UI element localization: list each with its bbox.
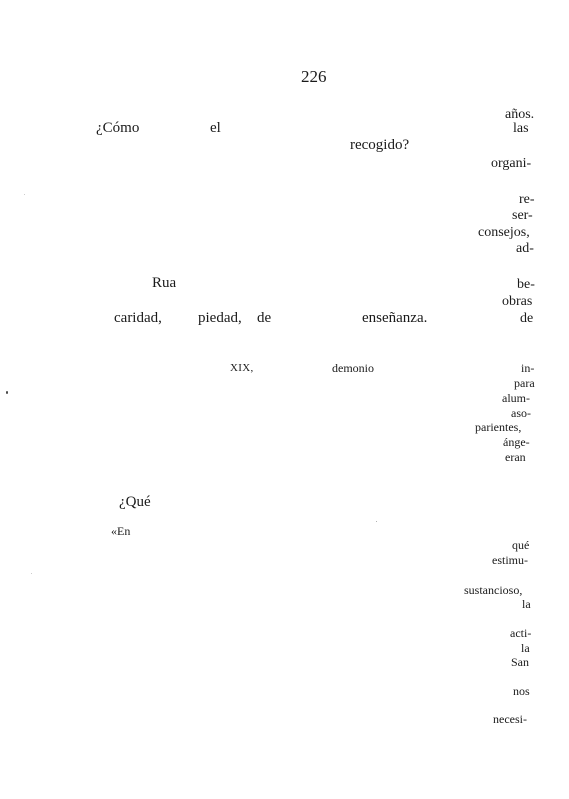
- word-que-question: ¿Qué: [119, 494, 151, 510]
- word-anos: años.: [505, 107, 535, 122]
- word-ange: ánge-: [503, 435, 530, 449]
- word-como: ¿Cómo: [96, 120, 140, 136]
- word-de-1: de: [257, 310, 272, 326]
- word-en: «En: [111, 524, 131, 538]
- word-estimu: estimu-: [492, 553, 528, 567]
- word-consejos: consejos,: [478, 225, 530, 240]
- word-recogido: recogido?: [350, 137, 410, 153]
- word-san: San: [511, 655, 529, 669]
- word-parientes: parientes,: [475, 420, 522, 434]
- word-nos: nos: [513, 684, 530, 698]
- scan-speck: [6, 391, 8, 394]
- word-acti: acti-: [510, 626, 532, 640]
- word-re: re-: [519, 192, 535, 207]
- word-el: el: [210, 120, 221, 136]
- word-aso: aso-: [511, 406, 531, 420]
- word-sustancioso: sustancioso,: [464, 583, 523, 597]
- word-que: qué: [512, 538, 530, 552]
- scan-speck: [31, 573, 32, 574]
- word-de-2: de: [520, 311, 534, 326]
- page-number: 226: [301, 67, 327, 86]
- word-demonio: demonio: [332, 361, 374, 375]
- scan-speck: [376, 521, 377, 522]
- scan-speck: [24, 194, 25, 195]
- word-alum: alum-: [502, 391, 530, 405]
- word-caridad: caridad,: [114, 310, 162, 326]
- word-organi: organi-: [491, 156, 532, 171]
- word-ser: ser-: [512, 208, 533, 223]
- word-ensenanza: enseñanza.: [362, 310, 428, 326]
- word-necesi: necesi-: [493, 712, 527, 726]
- word-ad: ad-: [516, 241, 534, 256]
- word-rua: Rua: [152, 275, 177, 291]
- word-obras: obras: [502, 294, 533, 309]
- word-la-2: la: [521, 641, 530, 655]
- word-piedad: piedad,: [198, 310, 242, 326]
- word-in: in-: [521, 361, 535, 375]
- word-para: para: [514, 376, 535, 390]
- word-las: las: [513, 121, 529, 136]
- word-be: be-: [517, 277, 535, 292]
- word-eran: eran: [505, 450, 526, 464]
- word-la-1: la: [522, 597, 531, 611]
- word-xix: XIX,: [230, 362, 254, 374]
